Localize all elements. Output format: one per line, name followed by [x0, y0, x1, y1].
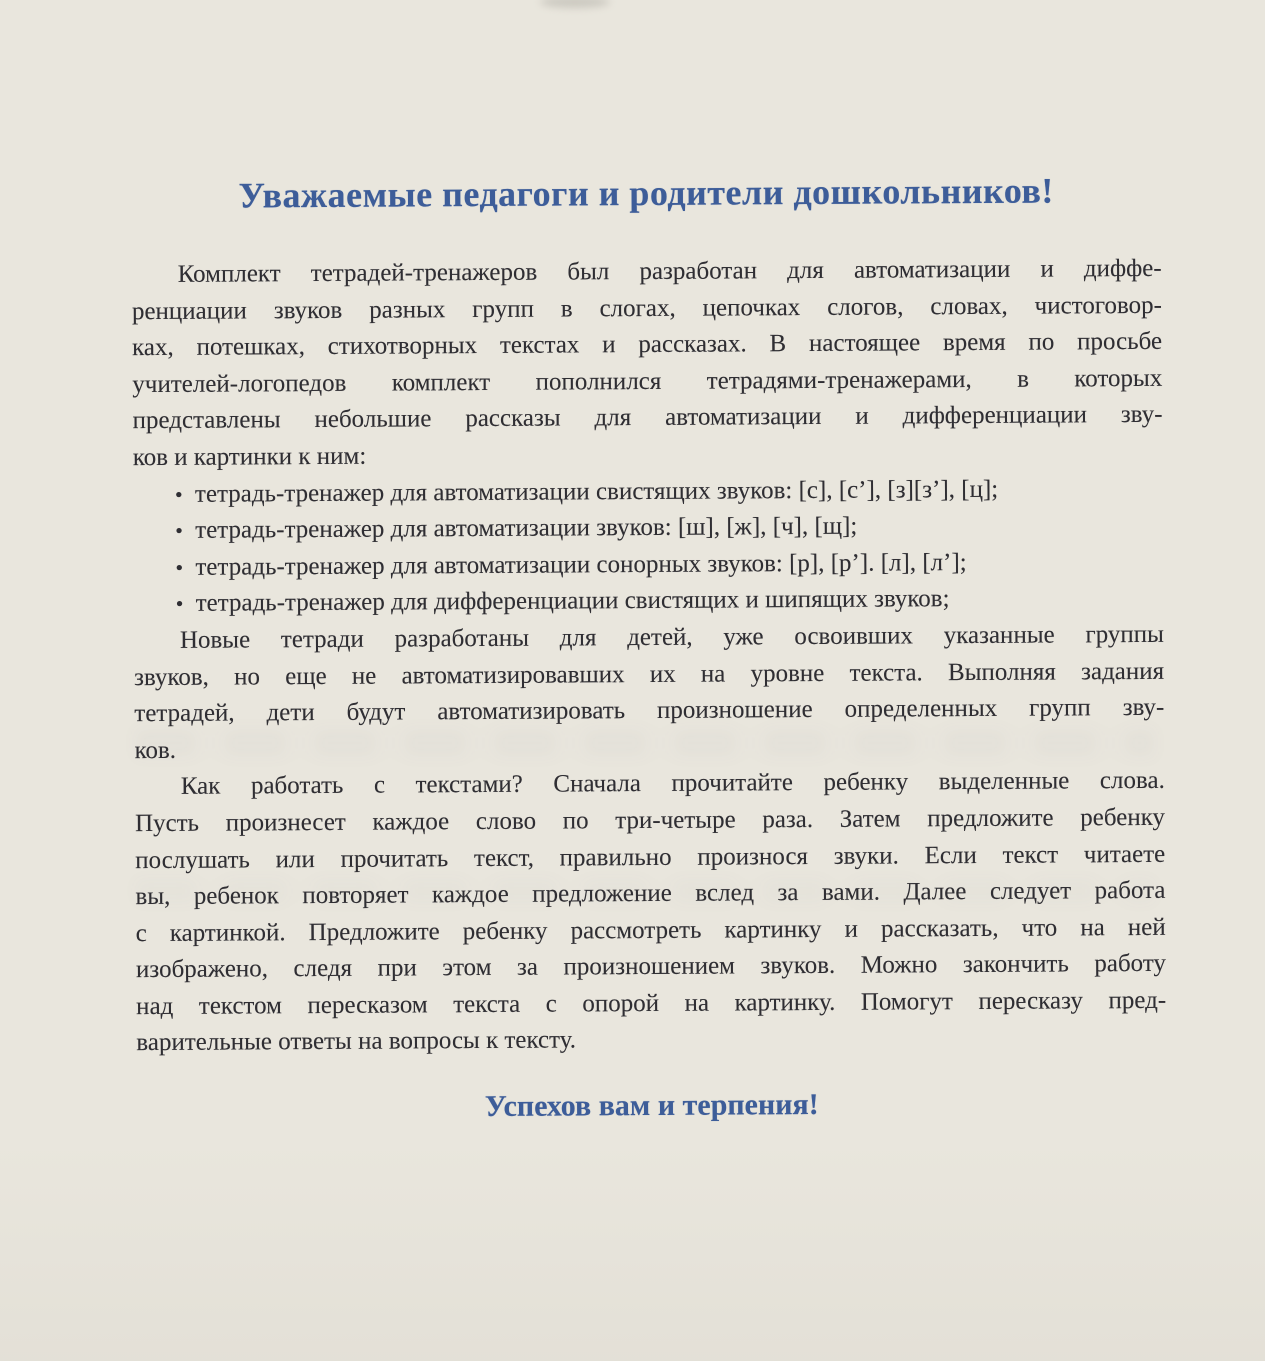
list-item-text: тетрадь-тренажер для автоматизации сонорных звуков: [р], [р’]. [л], [л’]; — [195, 548, 967, 581]
list-item — [133, 544, 1163, 587]
text-line: варительные ответы на вопросы к тексту. — [136, 1026, 577, 1057]
closing-message: Успехов вам и терпения! — [484, 1088, 819, 1124]
text-line: звуков, но еще не автоматизировавших их на уровне текста. Выполняя задания — [134, 657, 1165, 691]
text-line: учителей-логопедов комплект пополнился тетрадями-тренажерами, в которых — [132, 364, 1163, 398]
page-content — [130, 0, 1167, 1126]
text-line: ках, потешках, стихотворных текстах и рассказах. В настоящее время по просьбе — [132, 328, 1163, 362]
list-item — [134, 580, 1164, 623]
text-line: изображено, следя при этом за произношением звуков. Можно закончить работу — [135, 950, 1166, 984]
bullet-icon: • — [175, 591, 184, 617]
text-line: вы, ребенок повторяет каждое предложение вслед за вами. Далее следует работа — [135, 876, 1166, 911]
list-item-text: тетрадь-тренажер для автоматизации звуков: [ш], [ж], [ч], [щ]; — [195, 512, 858, 544]
text-line: Как работать с текстами? Сначала прочитайте ребенку выделенные слова. — [180, 767, 1165, 801]
bullet-icon: • — [174, 481, 183, 507]
paragraph-how-to-work — [135, 763, 1167, 1062]
paragraph-new-notebooks — [134, 617, 1165, 770]
text-line: Новые тетради разработаны для детей, уже освоивших указанные группы — [179, 620, 1164, 654]
text-line: представлены небольшие рассказы для автоматизации и дифференциации зву- — [132, 401, 1163, 435]
text-line: ренциации звуков разных групп в слогах, цепочках слогов, словах, чистоговор- — [131, 291, 1162, 325]
notebook-list — [133, 470, 1164, 623]
text-line: Комплект тетрадей-тренажеров был разработан для автоматизации и диффе- — [177, 254, 1162, 288]
page-shadow — [0, 1141, 1265, 1361]
page-title: Уважаемые педагоги и родители дошкольников! — [238, 170, 1054, 216]
text-line: послушать или прочитать текст, правильно произнося звуки. Если текст читаете — [135, 840, 1166, 874]
list-item-text: тетрадь-тренажер для автоматизации свистящих звуков: [с], [с’], [з][з’], [ц]; — [194, 475, 999, 508]
text-line: ков. — [134, 736, 177, 764]
text-line: тетрадей, дети будут автоматизировать произношение определенных групп зву- — [134, 693, 1165, 728]
text-line: ков и картинки к ним: — [132, 442, 367, 472]
body-text — [132, 251, 1167, 1062]
paragraph-intro — [132, 251, 1163, 477]
list-item-text: тетрадь-тренажер для дифференциации свистящих и шипящих звуков; — [195, 585, 950, 618]
text-line: Пусть произнесет каждое слово по три-четыре раза. Затем предложите ребенку — [134, 803, 1166, 838]
list-item — [133, 470, 1163, 513]
text-line: над текстом пересказом текста с опорой на картинку. Помогут пересказу пред- — [136, 986, 1167, 1021]
bullet-icon: • — [175, 517, 184, 544]
bullet-icon: • — [175, 554, 184, 580]
text-line: с картинкой. Предложите ребенку рассмотреть картинку и рассказать, что на ней — [135, 913, 1166, 947]
list-item — [133, 507, 1163, 550]
